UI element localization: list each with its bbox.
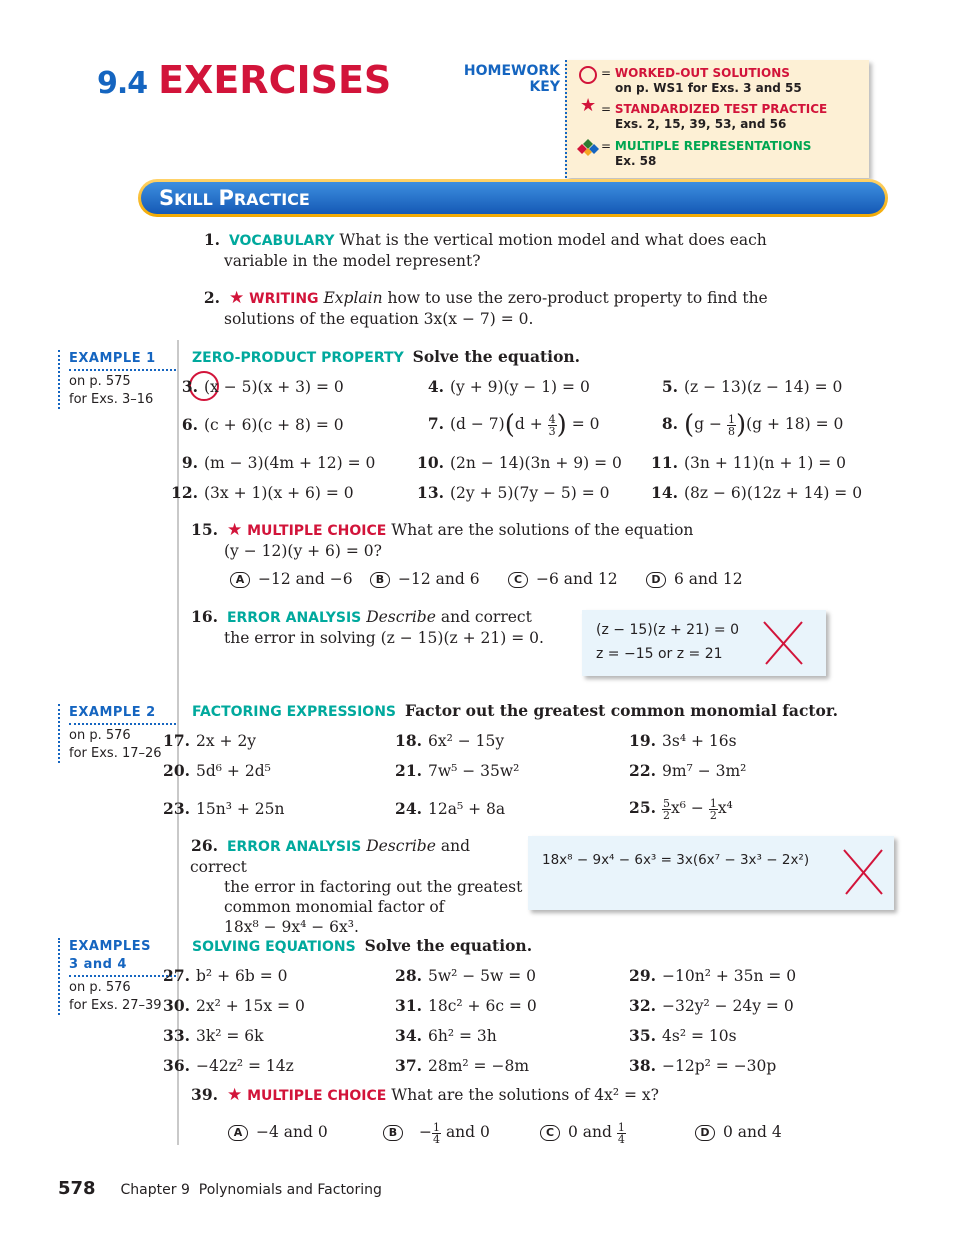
exercise-equation: (3n + 11)(n + 1) = 0 xyxy=(684,454,846,472)
exercise-13 xyxy=(416,483,610,502)
exercise-number: 9. xyxy=(181,453,198,472)
exercise-text: and correct xyxy=(440,608,532,626)
solving-label: SOLVING EQUATIONS xyxy=(192,939,356,955)
exercise-21 xyxy=(394,761,519,780)
exercise-number: 23. xyxy=(163,799,190,818)
exercise-number: 6. xyxy=(181,415,198,434)
skill-practice-s: S xyxy=(159,186,175,210)
exercise-11 xyxy=(650,453,846,472)
exercise-expression: x⁴ xyxy=(717,799,733,817)
exercise-30 xyxy=(162,996,305,1015)
exercise-equation: b² + 6b = 0 xyxy=(196,967,288,985)
exercise-7: 7. (d − 7)(d + $\frac{4}{3}$ ) = 0 xyxy=(416,409,600,440)
skill-practice-kill: KILL xyxy=(174,190,219,209)
choice-text: −12 and 6 xyxy=(398,570,480,588)
skill-practice-ractice: RACTICE xyxy=(233,190,310,209)
fraction: $\frac{5}{2}$ xyxy=(663,796,670,822)
choice-text: and 0 xyxy=(445,1123,490,1141)
exercise-number: 27. xyxy=(163,966,190,985)
choice-text: −12 and −6 xyxy=(258,570,353,588)
exercise-text-cont: the error in solving (z − 15)(z + 21) = 0. xyxy=(224,629,544,647)
fraction: $\frac{1}{8}$ xyxy=(727,412,735,438)
error-analysis-label: ERROR ANALYSIS xyxy=(226,839,362,855)
exercise-31 xyxy=(394,996,537,1015)
page-footer xyxy=(58,1178,382,1199)
exercise-29 xyxy=(628,966,796,985)
exercise-28 xyxy=(394,966,536,985)
exercise-expression: 9m⁷ − 3m² xyxy=(662,762,747,780)
solving-heading xyxy=(192,936,532,955)
exercise-equation: (d − 7) xyxy=(450,415,505,433)
exercise-number: 17. xyxy=(163,731,190,750)
homework-key-label xyxy=(450,63,560,95)
exercise-number: 38. xyxy=(629,1056,656,1075)
key-detail: on p. WS1 for Exs. 3 and 55 xyxy=(615,81,802,95)
example-range: for Exs. 3–16 xyxy=(69,392,154,407)
exercise-italic: Explain xyxy=(323,289,383,307)
choice-text: 0 and xyxy=(568,1123,612,1141)
exercise-text: What are the solutions of the equation xyxy=(391,521,694,539)
choice-d[interactable] xyxy=(695,1123,782,1141)
exercise-text-cont: the error in factoring out the greatest xyxy=(224,878,523,896)
multiple-choice-label: MULTIPLE CHOICE xyxy=(247,1088,387,1104)
zpp-instruction: Solve the equation. xyxy=(412,347,581,366)
error-x-icon xyxy=(840,846,886,898)
exercise-expression: x⁶ − xyxy=(671,799,704,817)
exercise-text: What are the solutions of 4x² = x? xyxy=(391,1086,659,1104)
key-title: STANDARDIZED TEST PRACTICE xyxy=(614,102,828,116)
exercise-9 xyxy=(170,453,375,472)
choice-letter: D xyxy=(695,1125,715,1141)
exercise-20 xyxy=(162,761,271,780)
exercise-equation: (2n − 14)(3n + 9) = 0 xyxy=(450,454,622,472)
exercise-number: 8. xyxy=(661,414,678,433)
exercise-equation: (g + 18) = 0 xyxy=(746,415,844,433)
exercise-25 xyxy=(628,793,733,823)
exercise-14 xyxy=(650,483,862,502)
exercise-number: 20. xyxy=(163,761,190,780)
multiple-choice-label: MULTIPLE CHOICE xyxy=(247,523,387,539)
exercise-equation: −10n² + 35n = 0 xyxy=(662,967,797,985)
exercise-23 xyxy=(162,799,284,818)
exercise-text: What is the vertical motion model and what does each xyxy=(339,231,767,249)
example-1-reference[interactable] xyxy=(58,350,176,409)
key-item-worked-out xyxy=(579,66,802,96)
choice-letter: A xyxy=(230,572,250,588)
exercise-number: 30. xyxy=(163,996,190,1015)
choice-letter: B xyxy=(370,572,390,588)
exercise-24 xyxy=(394,799,505,818)
star-icon: ★ xyxy=(226,1085,243,1105)
error-work-note xyxy=(582,610,826,676)
choice-letter: B xyxy=(383,1125,403,1141)
exercise-8: 8. (g − $\frac{1}{8}$ )(g + 18) = 0 xyxy=(650,409,843,440)
choice-letter: D xyxy=(646,572,666,588)
key-detail: Exs. 2, 15, 39, 53, and 56 xyxy=(615,117,787,131)
example-range: for Exs. 17–26 xyxy=(69,746,162,761)
exercise-number: 13. xyxy=(417,483,444,502)
key-detail: Ex. 58 xyxy=(615,154,657,168)
exercise-36 xyxy=(162,1056,294,1075)
example-heading: EXAMPLE 2 xyxy=(69,704,176,725)
exercise-equation: −42z² = 14z xyxy=(196,1057,294,1075)
examples-3-4-reference[interactable] xyxy=(58,938,176,1015)
section-title: EXERCISES xyxy=(158,58,392,102)
section-number: 9.4 xyxy=(97,66,148,101)
section-heading xyxy=(97,58,391,102)
exercise-equation: (z − 13)(z − 14) = 0 xyxy=(684,378,843,396)
equals-sign: = xyxy=(601,139,612,153)
exercise-number: 33. xyxy=(163,1026,190,1045)
equals-sign: = xyxy=(601,66,612,80)
exercise-1 xyxy=(196,230,816,271)
exercise-text-cont: 18x⁸ − 9x⁴ − 6x³. xyxy=(224,918,359,936)
exercise-expression: 5d⁶ + 2d⁵ xyxy=(196,762,271,780)
exercise-number: 32. xyxy=(629,996,656,1015)
fraction: $\frac{1}{4}$ xyxy=(433,1120,440,1146)
exercise-number: 2. xyxy=(203,288,220,307)
exercise-equation: −32y² − 24y = 0 xyxy=(662,997,794,1015)
exercise-number: 4. xyxy=(427,377,444,396)
example-heading: EXAMPLE 1 xyxy=(69,350,176,371)
equals-sign: = xyxy=(601,102,612,116)
exercise-number: 29. xyxy=(629,966,656,985)
exercise-35 xyxy=(628,1026,737,1045)
choice-text: 6 and 12 xyxy=(674,570,743,588)
key-title: MULTIPLE REPRESENTATIONS xyxy=(614,139,812,153)
error-analysis-label: ERROR ANALYSIS xyxy=(226,610,362,626)
exercise-equation: (2y + 5)(7y − 5) = 0 xyxy=(450,484,610,502)
exercise-27 xyxy=(162,966,287,985)
exercise-equation: 2x² + 15x = 0 xyxy=(196,997,305,1015)
exercise-number: 10. xyxy=(417,453,444,472)
exercise-expression: 3s⁴ + 16s xyxy=(662,732,737,750)
exercise-10 xyxy=(416,453,622,472)
skill-practice-banner xyxy=(138,179,888,217)
exercise-number: 11. xyxy=(651,453,678,472)
exercise-expression: 12a⁵ + 8a xyxy=(428,800,506,818)
exercise-equation: (x − 5)(x + 3) = 0 xyxy=(204,378,344,396)
exercise-number: 26. xyxy=(191,836,218,855)
exercise-text-cont: common monomial factor of xyxy=(224,898,445,916)
work-line: z = −15 or z = 21 xyxy=(596,646,723,662)
exercise-number: 5. xyxy=(661,377,678,396)
skill-practice-p: P xyxy=(218,186,234,210)
exercise-37 xyxy=(394,1056,529,1075)
exercise-equation: g − xyxy=(694,415,722,433)
factoring-label: FACTORING EXPRESSIONS xyxy=(192,704,396,720)
exercise-number: 15. xyxy=(191,520,218,539)
exercise-number: 16. xyxy=(191,607,218,626)
writing-label: WRITING xyxy=(249,291,319,307)
choice-letter: C xyxy=(540,1125,560,1141)
star-icon: ★ xyxy=(580,95,597,116)
exercise-italic: Describe xyxy=(366,608,436,626)
exercise-equation: 3k² = 6k xyxy=(196,1027,264,1045)
exercise-number: 24. xyxy=(395,799,422,818)
error-x-icon xyxy=(760,618,806,668)
example-page: on p. 576 xyxy=(69,728,131,743)
exercise-number: 25. xyxy=(629,798,656,817)
fraction: $\frac{1}{2}$ xyxy=(709,796,717,822)
exercise-expression: 7w⁵ − 35w² xyxy=(428,762,520,780)
choice-c[interactable] xyxy=(508,570,618,588)
work-line: 18x⁸ − 9x⁴ − 6x³ = 3x(6x⁷ − 3x³ − 2x²) xyxy=(542,852,810,868)
fraction: $\frac{1}{4}$ xyxy=(617,1120,625,1146)
example-heading: EXAMPLES xyxy=(69,939,151,954)
exercise-22 xyxy=(628,761,746,780)
factoring-heading xyxy=(192,701,838,720)
exercise-number: 21. xyxy=(395,761,422,780)
exercise-equation: 18c² + 6c = 0 xyxy=(428,997,537,1015)
exercise-text: and correct xyxy=(190,837,470,876)
key-label: KEY xyxy=(529,79,560,95)
exercise-equation: (c + 6)(c + 8) = 0 xyxy=(204,416,344,434)
exercise-equation: (y + 9)(y − 1) = 0 xyxy=(450,378,590,396)
exercise-expression: 6x² − 15y xyxy=(428,732,505,750)
choice-a[interactable] xyxy=(228,1123,328,1141)
fraction: $\frac{4}{3}$ xyxy=(548,412,556,438)
solving-instruction: Solve the equation. xyxy=(364,936,533,955)
star-icon: ★ xyxy=(226,520,243,540)
exercise-number: 18. xyxy=(395,731,422,750)
zero-product-heading xyxy=(192,347,580,366)
exercise-39 xyxy=(190,1085,659,1106)
vocabulary-label: VOCABULARY xyxy=(228,233,335,249)
exercise-number: 37. xyxy=(395,1056,422,1075)
exercise-2 xyxy=(196,288,816,329)
page-number: 578 xyxy=(58,1178,96,1199)
choice-a[interactable] xyxy=(230,570,353,588)
work-line: (z − 15)(z + 21) = 0 xyxy=(596,622,739,638)
exercise-expression: 2x + 2y xyxy=(196,732,257,750)
exercise-italic: Describe xyxy=(366,837,436,855)
exercise-16 xyxy=(190,607,570,648)
choice-text: 0 and 4 xyxy=(723,1123,782,1141)
key-item-multiple-rep xyxy=(577,139,811,169)
example-range: for Exs. 27–39 xyxy=(69,998,162,1013)
exercise-3 xyxy=(170,377,344,396)
choice-letter: A xyxy=(228,1125,248,1141)
choice-b[interactable] xyxy=(383,1117,490,1147)
exercise-17 xyxy=(162,731,256,750)
homework-label: HOMEWORK xyxy=(463,63,560,79)
exercise-number: 28. xyxy=(395,966,422,985)
choice-letter: C xyxy=(508,572,528,588)
exercise-text-cont: variable in the model represent? xyxy=(224,252,481,270)
exercise-expression: 15n³ + 25n xyxy=(196,800,285,818)
exercise-text-cont: solutions of the equation 3x(x − 7) = 0. xyxy=(224,310,534,328)
factoring-instruction: Factor out the greatest common monomial factor. xyxy=(404,701,839,720)
example-page: on p. 576 xyxy=(69,980,131,995)
exercise-number: 14. xyxy=(651,483,678,502)
exercise-number: 1. xyxy=(203,230,220,249)
exercise-equation: (m − 3)(4m + 12) = 0 xyxy=(204,454,376,472)
exercise-text: how to use the zero-product property to find the xyxy=(387,289,768,307)
exercise-5 xyxy=(650,377,842,396)
exercise-equation: d + xyxy=(514,415,543,433)
exercise-32 xyxy=(628,996,794,1015)
exercise-number: 39. xyxy=(191,1085,218,1104)
exercise-number: 7. xyxy=(427,414,444,433)
exercise-number: 12. xyxy=(171,483,198,502)
exercise-26 xyxy=(190,836,530,937)
exercise-equation: 6h² = 3h xyxy=(428,1027,497,1045)
diamonds-icon xyxy=(577,139,599,157)
exercise-number: 34. xyxy=(395,1026,422,1045)
key-title: WORKED-OUT SOLUTIONS xyxy=(614,66,790,80)
exercise-equation: (3x + 1)(x + 6) = 0 xyxy=(204,484,354,502)
choice-text: − xyxy=(419,1123,432,1141)
exercise-equation: 5w² − 5w = 0 xyxy=(428,967,537,985)
exercise-text-cont: (y − 12)(y + 6) = 0? xyxy=(224,542,382,560)
circle-icon xyxy=(579,66,597,84)
exercise-4 xyxy=(416,377,590,396)
exercise-18 xyxy=(394,731,504,750)
choice-d[interactable] xyxy=(646,570,743,588)
exercise-33 xyxy=(162,1026,264,1045)
choice-text: −4 and 0 xyxy=(256,1123,328,1141)
exercise-equation: = 0 xyxy=(571,415,600,433)
choice-c[interactable] xyxy=(540,1117,626,1147)
exercise-number: 36. xyxy=(163,1056,190,1075)
star-icon: ★ xyxy=(228,288,245,308)
exercise-equation: 4s² = 10s xyxy=(662,1027,737,1045)
exercise-equation: −12p² = −30p xyxy=(662,1057,777,1075)
exercise-19 xyxy=(628,731,737,750)
exercise-equation: 28m² = −8m xyxy=(428,1057,530,1075)
exercise-number: 31. xyxy=(395,996,422,1015)
exercise-number: 35. xyxy=(629,1026,656,1045)
choice-text: −6 and 12 xyxy=(536,570,618,588)
exercise-number: 3. xyxy=(181,377,198,396)
key-item-standardized xyxy=(579,95,828,132)
choice-b[interactable] xyxy=(370,570,480,588)
exercise-38 xyxy=(628,1056,776,1075)
exercise-12 xyxy=(170,483,354,502)
exercise-15 xyxy=(190,520,810,561)
exercise-equation: (8z − 6)(12z + 14) = 0 xyxy=(684,484,863,502)
chapter-title: Chapter 9 Polynomials and Factoring xyxy=(120,1182,382,1198)
exercise-34 xyxy=(394,1026,497,1045)
example-2-reference[interactable] xyxy=(58,704,176,763)
example-heading: 3 and 4 xyxy=(69,956,176,977)
exercise-number: 22. xyxy=(629,761,656,780)
error-work-note xyxy=(528,836,894,910)
exercise-6 xyxy=(170,415,344,434)
zpp-label: ZERO-PRODUCT PROPERTY xyxy=(192,350,404,366)
exercise-number: 19. xyxy=(629,731,656,750)
example-page: on p. 575 xyxy=(69,374,131,389)
